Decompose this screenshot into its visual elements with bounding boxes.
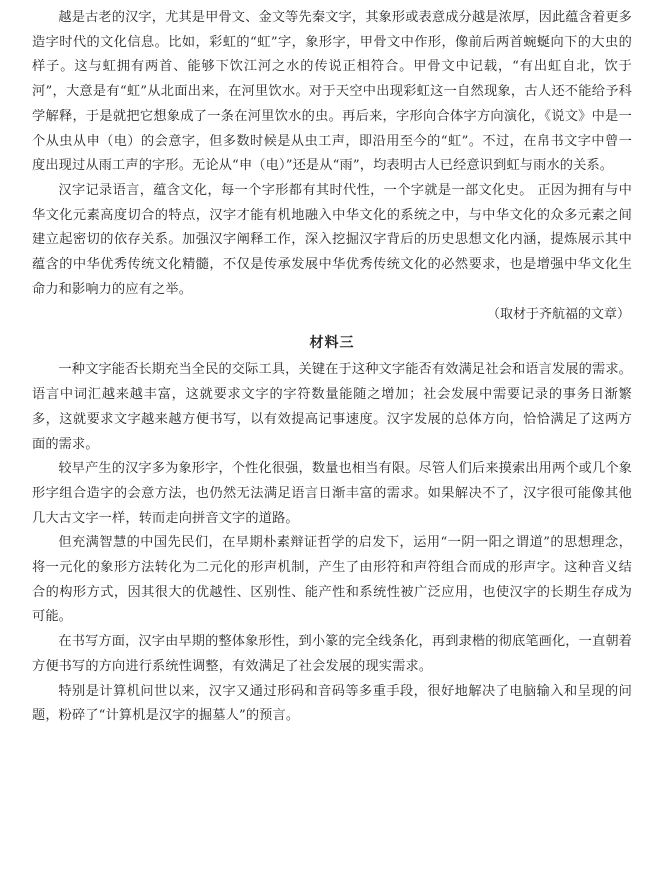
material3-paragraph-2: 较早产生的汉字多为象形字，个性化很强，数量也相当有限。尽管人们后来摸索出用两个或几个象形字组合造字的会意方法，也仍然无法满足语言日渐丰富的需求。如果解决不了，汉字很可能像其他几大古文字一样，转而走向拼音文字的道路。 <box>32 461 632 526</box>
material3-heading: 材料三 <box>309 335 355 352</box>
material2-paragraph-2: 汉字记录语言，蕴含文化，每一个字形都有其时代性，一个字就是一部文化史。 正因为拥有与中华文化元素高度切合的特点，汉字才能有机地融入中华文化的系统之中，与中华文化的众多元素之间建立起密切的依存关系。加强汉字阐释工作，深入挖掘汉字背后的历史思想文化内涵，提炼展示其中蕴含的中华优秀传统文化精髓，不仅是传承发展中华优秀传统文化的必然要求，也是增强中华文化生命力和影响力的应有之举。 <box>32 182 632 297</box>
material3-paragraph-3: 但充满智慧的中国先民们，在早期朴素辩证哲学的启发下，运用“一阴一阳之谓道”的思想理念，将一元化的象形方法转化为二元化的形声机制，产生了由形符和声符组合而成的形声字。这种音义结合的构形方式，因其很大的优越性、区别性、能产性和系统性被广泛应用，也使汉字的长期生存成为可能。 <box>32 535 632 625</box>
material3-paragraph-1: 一种文字能否长期充当全民的交际工具，关键在于这种文字能否有效满足社会和语言发展的需求。语言中词汇越来越丰富，这就要求文字的字符数量能随之增加；社会发展中需要记录的事务日渐繁多，这就要求文字越来越方便书写，以有效提高记事速度。汉字发展的总体方向，恰恰满足了这两方面的需求。 <box>32 362 632 452</box>
material2-paragraph-1: 越是古老的汉字，尤其是甲骨文、金文等先秦文字，其象形或表意成分越是浓厚，因此蕴含着更多造字时代的文化信息。比如，彩虹的“虹”字，象形字，甲骨文中作形，像前后两首蜿蜒向下的大虫的样子。这与虹拥有两首、能够下饮江河之水的传说正相符合。甲骨文中记载，“有出虹自北，饮于河”，大意是有“虹”从北面出来，在河里饮水。对于天空中出现彩虹这一自然现象，古人还不能给予科学解释，于是就把它想象成了一条在河里饮水的虫。再后来，字形向合体字方向演化，《说文》中是一个从虫从申（电）的会意字，但多数时候是从虫工声，即沿用至今的“虹”。不过，在帛书文字中曾一度出现过从雨工声的字形。无论从“申（电）”还是从“雨”，均表明古人已经意识到虹与雨水的关系。 <box>32 10 632 174</box>
material3-paragraph-4: 在书写方面，汉字由早期的整体象形性，到小篆的完全线条化，再到隶楷的彻底笔画化，一直朝着方便书写的方向进行系统性调整，有效满足了社会发展的现实需求。 <box>32 634 632 674</box>
material3-paragraph-5: 特别是计算机问世以来，汉字又通过形码和音码等多重手段，很好地解决了电脑输入和呈现的问题，粉碎了“计算机是汉字的掘墓人”的预言。 <box>32 683 632 724</box>
material2-source-citation: （取材于齐航福的文章） <box>486 307 630 323</box>
